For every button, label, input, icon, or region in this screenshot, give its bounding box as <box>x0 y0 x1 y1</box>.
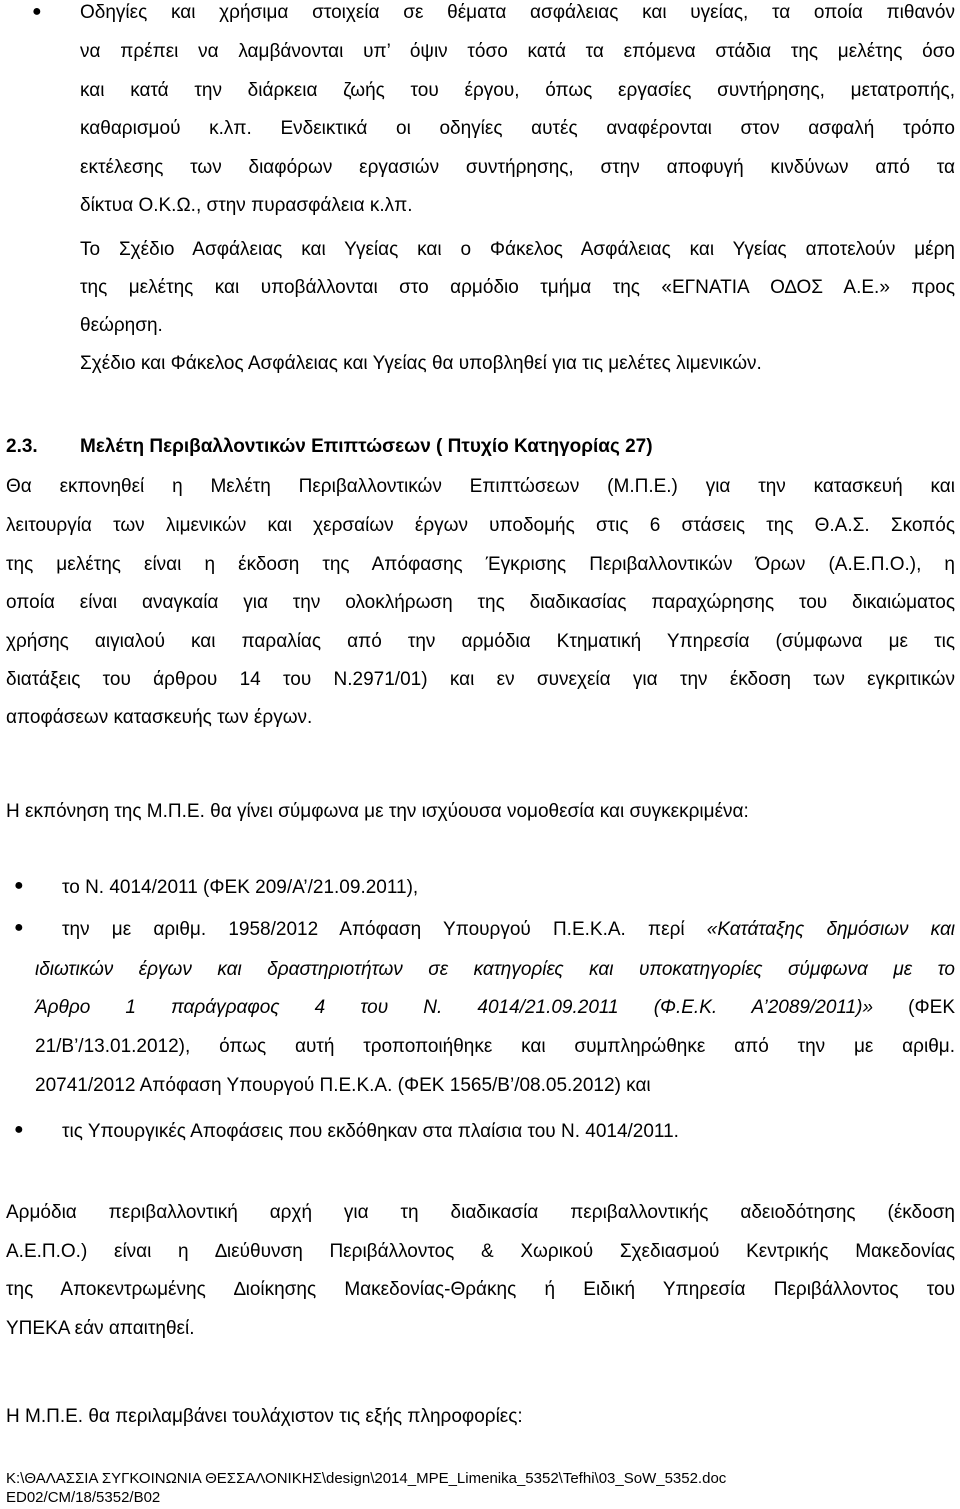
text-segment: την με αριθμ. 1958/2012 Απόφαση Υπουργού Π.Ε.Κ.Α. περί <box>62 919 707 940</box>
paragraph-safety-plan <box>80 237 955 389</box>
footer-file-path: K:\ΘΑΛΑΣΣΙΑ ΣΥΓΚΟΙΝΩΝΙΑ ΘΕΣΣΑΛΟΝΙΚΗΣ\design\2014_MPE_Limenika_5352\Tefhi\03_SoW_5352.doc <box>6 1470 727 1487</box>
legal-list-item-3 <box>14 1119 955 1145</box>
text-line: και κατά την διάρκεια ζωής του έργου, όπως εργασίες συντήρησης, μετατροπής, <box>80 80 955 101</box>
paragraph-legal-intro: Η εκπόνηση της Μ.Π.Ε. θα γίνει σύμφωνα με την ισχύουσα νομοθεσία και συγκεκριμένα: <box>6 801 749 822</box>
text-line: Οδηγίες και χρήσιμα στοιχεία σε θέματα ασφάλειας και υγείας, τα οποία πιθανόν <box>80 2 955 23</box>
text-line: λειτουργία των λιμενικών και χερσαίων έργων υποδομής στις 6 στάσεις της Θ.Α.Σ. Σκοπός <box>6 515 955 536</box>
text-line: εκτέλεσης των διαφόρων εργασιών συντήρησης, στην αποφυγή κινδύνων από τα <box>80 157 955 178</box>
bullet-dot: ● <box>14 919 24 936</box>
text-line: Α.Ε.Π.Ο.) είναι η ∆ιεύθυνση Περιβάλλοντος & Χωρικού Σχεδιασμού Κεντρικής Μακεδονίας <box>6 1241 955 1262</box>
bullet-item-safety-guidelines <box>32 0 955 231</box>
paragraph-info-list-intro: Η Μ.Π.Ε. θα περιλαμβάνει τουλάχιστον τις εξής πληροφορίες: <box>6 1406 523 1427</box>
text-line <box>35 995 955 1034</box>
text-line: της Αποκεντρωμένης ∆ιοίκησης Μακεδονίας-Θράκης ή Ειδική Υπηρεσία Περιβάλλοντος του <box>6 1279 955 1300</box>
text-segment: (ΦΕΚ <box>873 997 955 1018</box>
italic-text: «Κατάταξης δημόσιων και <box>706 919 956 940</box>
text-line: τις Υπουργικές Αποφάσεις που εκδόθηκαν στα πλαίσια του Ν. 4014/2011. <box>62 1121 679 1142</box>
legal-list-item-1 <box>14 875 955 901</box>
text-line: Αρμόδια περιβαλλοντική αρχή για τη διαδικασία περιβαλλοντικής αδειοδότησης (έκδοση <box>6 1202 955 1223</box>
legal-list-item-2 <box>14 917 956 1111</box>
bullet-dot: ● <box>14 1121 24 1138</box>
text-line: αποφάσεων κατασκευής των έργων. <box>6 707 313 728</box>
footer-doc-code: ED02/CM/18/5352/B02 <box>6 1489 161 1506</box>
text-line: θεώρηση. <box>80 315 163 336</box>
text-line: οποία είναι αναγκαία για την ολοκλήρωση της διαδικασίας παραχώρησης του δικαιώματος <box>6 592 955 613</box>
section-heading <box>6 434 956 460</box>
text-line: ΥΠΕΚΑ εάν απαιτηθεί. <box>6 1318 195 1339</box>
paragraph-authority <box>6 1200 955 1354</box>
text-line: Το Σχέδιο Ασφάλειας και Υγείας και ο Φάκελος Ασφάλειας και Υγείας αποτελούν μέρη <box>80 239 955 260</box>
text-line: 20741/2012 Απόφαση Υπουργού Π.Ε.Κ.Α. (ΦΕΚ 1565/Β’/08.05.2012) και <box>35 1075 651 1096</box>
text-line: 21/Β’/13.01.2012), όπως αυτή τροποποιήθηκε και συμπληρώθηκε από την με αριθμ. <box>35 1036 955 1057</box>
text-line: Θα εκπονηθεί η Μελέτη Περιβαλλοντικών Επιπτώσεων (Μ.Π.Ε.) για την κατασκευή και <box>6 476 955 497</box>
text-line: να πρέπει να λαμβάνονται υπ’ όψιν τόσο κατά τα επόμενα στάδια της μελέτης όσο <box>80 41 955 62</box>
text-line: καθαρισμού κ.λπ. Ενδεικτικά οι οδηγίες αυτές αναφέρονται στον ασφαλή τρόπο <box>80 118 955 139</box>
text-line: το Ν. 4014/2011 (ΦΕΚ 209/Α’/21.09.2011), <box>62 877 419 898</box>
italic-text-line: ιδιωτικών έργων και δραστηριοτήτων σε κατηγορίες και υποκατηγορίες σύμφωνα με το <box>35 959 955 980</box>
paragraph-mpe <box>6 474 955 743</box>
section-title: Μελέτη Περιβαλλοντικών Επιπτώσεων ( Πτυχίο Κατηγορίας 27) <box>80 436 653 457</box>
text-line: χρήσης αιγιαλού και παραλίας από την αρμόδια Κτηματική Υπηρεσία (σύμφωνα με τις <box>6 631 955 652</box>
text-line: της μελέτης είναι η έκδοση της Απόφασης Έγκρισης Περιβαλλοντικών Όρων (Α.Ε.Π.Ο.), η <box>6 554 955 575</box>
section-number: 2.3. <box>6 436 38 457</box>
text-line: δίκτυα Ο.Κ.Ω., στην πυρασφάλεια κ.λπ. <box>80 195 413 216</box>
text-line <box>35 917 955 957</box>
bullet-dot: ● <box>32 3 42 20</box>
text-line: της μελέτης και υποβάλλονται στο αρμόδιο τμήμα της «ΕΓΝΑΤΙΑ Ο∆ΟΣ Α.Ε.» προς <box>80 277 955 298</box>
text-line: Σχέδιο και Φάκελος Ασφάλειας και Υγείας θα υποβληθεί για τις μελέτες λιμενικών. <box>80 353 762 374</box>
italic-text: Άρθρο 1 παράγραφος 4 του Ν. 4014/21.09.2011 (Φ.Ε.Κ. Α’2089/2011)» <box>35 997 874 1018</box>
text-line: διατάξεις του άρθρου 14 του Ν.2971/01) και εν συνεχεία για την έκδοση των εγκριτικών <box>6 669 955 690</box>
bullet-dot: ● <box>14 877 24 894</box>
